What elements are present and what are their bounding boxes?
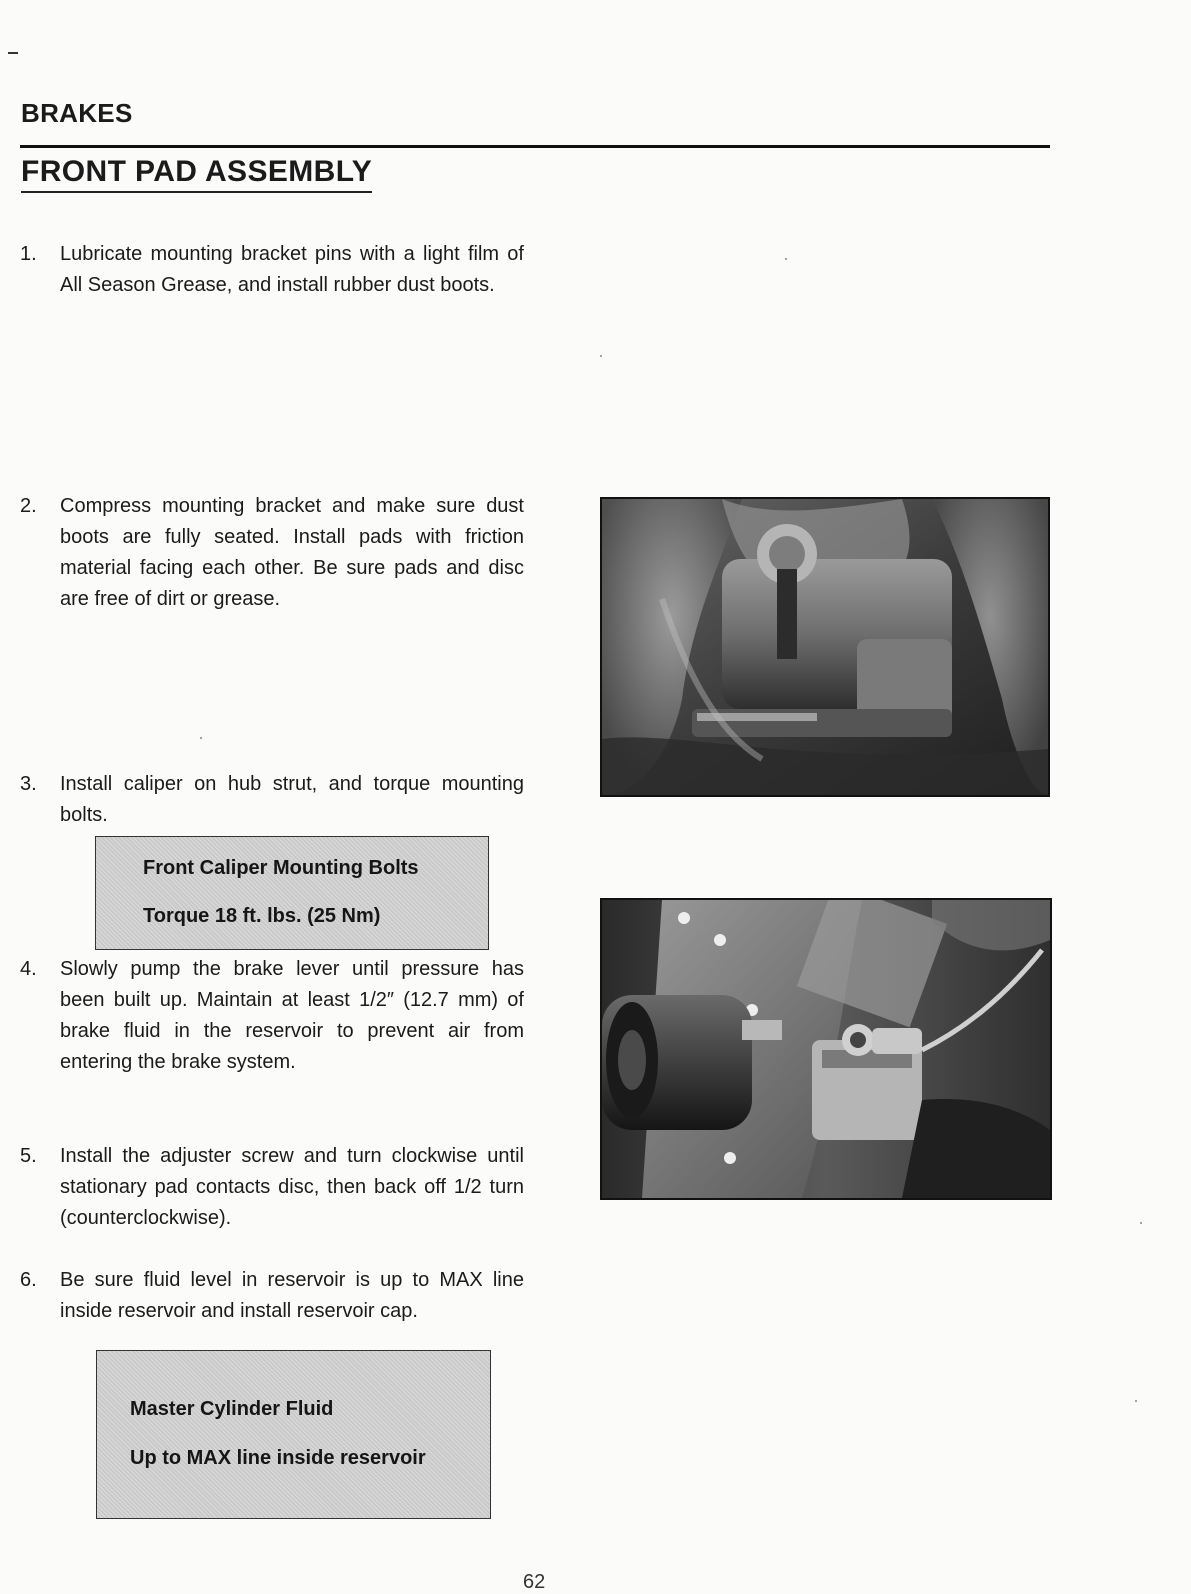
step-text: Slowly pump the brake lever until pressure has been built up. Maintain at least 1/2″ (12.7 mm) of brake fluid in the reservoir to prevent air from entering the brake system. <box>60 958 524 1073</box>
step-number: 1. <box>20 243 37 265</box>
caliper-installation-photo <box>600 898 1052 1200</box>
scan-speck <box>785 258 787 260</box>
step-text: Lubricate mounting bracket pins with a light film of All Season Grease, and install rubber dust boots. <box>60 243 524 296</box>
step-6 <box>20 1265 524 1327</box>
bracket-compression-photo <box>600 497 1050 797</box>
header-rule <box>20 145 1050 148</box>
scan-speck <box>600 355 602 357</box>
step-number: 4. <box>20 958 37 980</box>
torque-spec-box <box>95 836 489 950</box>
step-4 <box>20 954 524 1078</box>
step-number: 5. <box>20 1145 37 1167</box>
scan-speck <box>1140 1222 1142 1224</box>
step-2 <box>20 491 524 615</box>
scan-speck <box>200 737 202 739</box>
step-text: Be sure fluid level in reservoir is up to MAX line inside reservoir and install reservoir cap. <box>60 1269 524 1322</box>
scan-speck <box>1135 1400 1137 1402</box>
spec-box-label: Front Caliper Mounting Bolts <box>143 857 419 879</box>
step-text: Install the adjuster screw and turn clockwise until stationary pad contacts disc, then back off 1/2 turn (counterclockwise). <box>60 1145 524 1229</box>
step-1 <box>20 239 524 301</box>
step-number: 3. <box>20 773 37 795</box>
step-number: 6. <box>20 1269 37 1291</box>
step-text: Install caliper on hub strut, and torque mounting bolts. <box>60 773 524 826</box>
fluid-spec-box <box>96 1350 491 1519</box>
spec-box-value: Up to MAX line inside reservoir <box>130 1447 426 1469</box>
step-5 <box>20 1141 524 1234</box>
section-title: BRAKES <box>21 98 133 128</box>
spec-box-value: Torque 18 ft. lbs. (25 Nm) <box>143 905 381 927</box>
step-number: 2. <box>20 495 37 517</box>
subsection-title: FRONT PAD ASSEMBLY <box>21 155 372 193</box>
corner-mark <box>8 52 18 54</box>
step-text: Compress mounting bracket and make sure dust boots are fully seated. Install pads with friction material facing each other. Be sure pads and disc are free of dirt or grease. <box>60 495 524 610</box>
step-3 <box>20 769 524 831</box>
spec-box-label: Master Cylinder Fluid <box>130 1398 334 1420</box>
page-number: 62 <box>523 1571 546 1593</box>
